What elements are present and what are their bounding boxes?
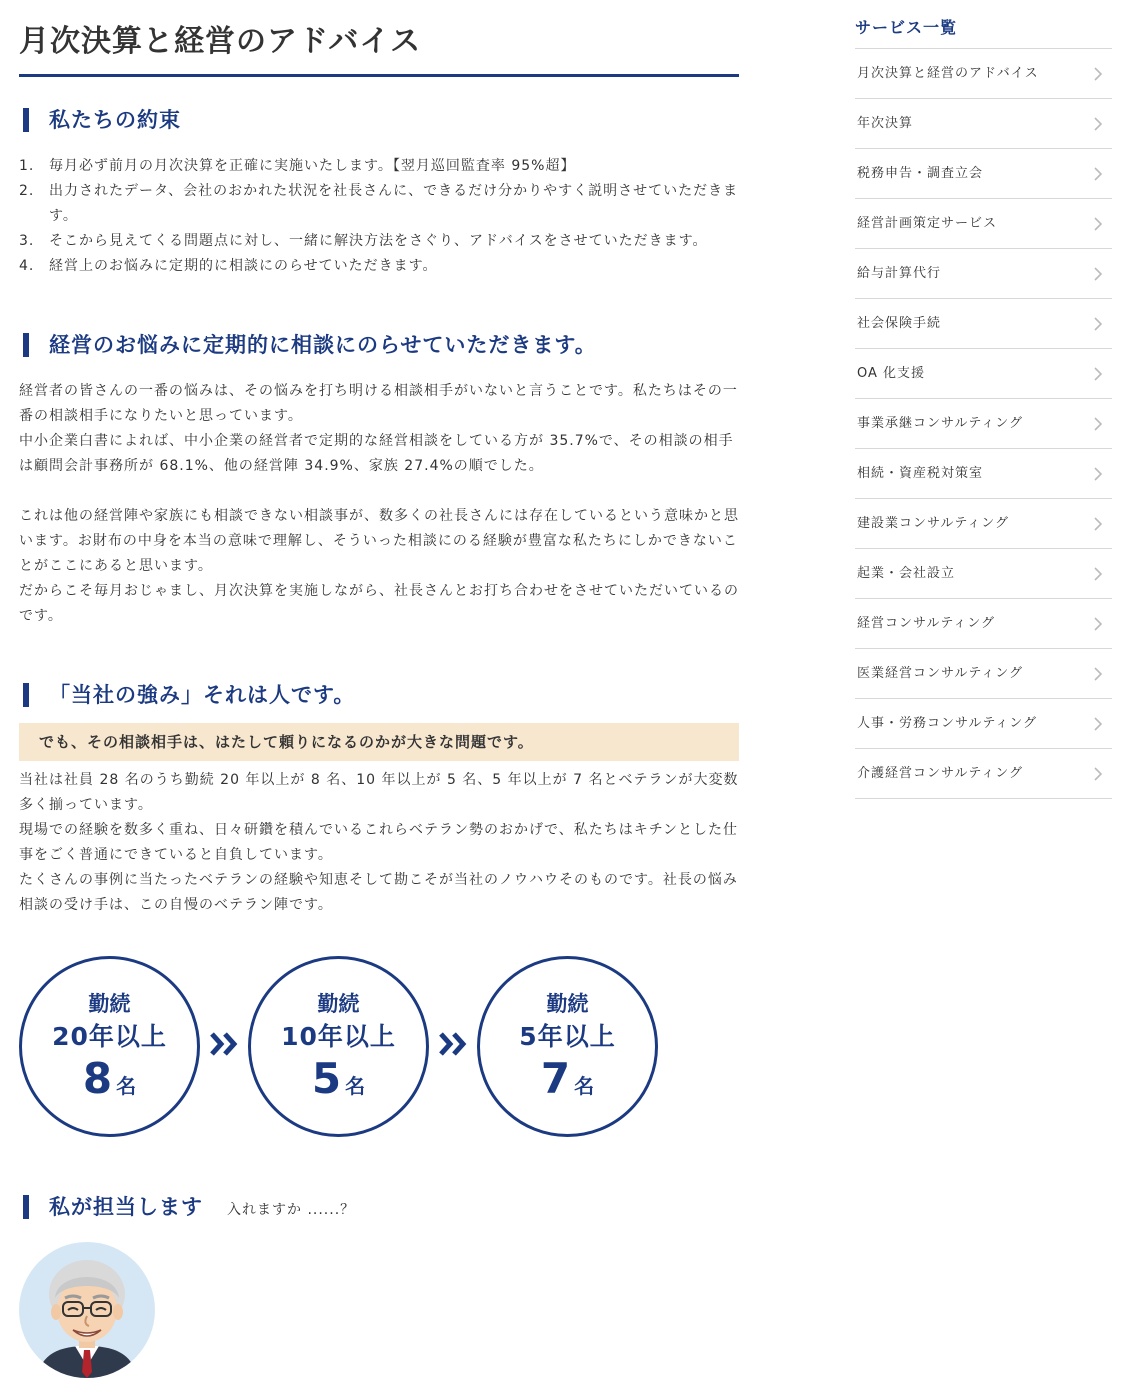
sidebar-item-business-plan[interactable]: 経営計画策定サービス (855, 199, 1112, 249)
sidebar-item-oa-support[interactable]: OA 化支援 (855, 349, 1112, 399)
sidebar-item-medical[interactable]: 医業経営コンサルティング (855, 649, 1112, 699)
sidebar-list (855, 49, 1112, 799)
chevron-right-icon (1094, 517, 1102, 531)
chevron-right-icon (1094, 267, 1102, 281)
section-heading-consult: 経営のお悩みに定期的に相談にのらせていただきます。 (19, 330, 739, 360)
chevron-right-icon (1094, 367, 1102, 381)
double-chevron-right-icon (438, 1030, 470, 1058)
tenure-circle-10: 勤続 10年以上 5 名 (248, 956, 429, 1137)
sidebar-item-social-insurance[interactable]: 社会保険手続 (855, 299, 1112, 349)
chevron-right-icon (1094, 767, 1102, 781)
chevron-right-icon (1094, 467, 1102, 481)
chevron-right-icon (1094, 617, 1102, 631)
sidebar-item-hr-labor[interactable]: 人事・労務コンサルティング (855, 699, 1112, 749)
chevron-right-icon (1094, 317, 1102, 331)
tenure-circles (19, 956, 739, 1138)
chevron-right-icon (1094, 67, 1102, 81)
section-heading-staff: 私が担当します 入れますか ......？ (19, 1192, 739, 1222)
sidebar-item-monthly-settlement[interactable]: 月次決算と経営のアドバイス (855, 49, 1112, 99)
list-item: 1. 毎月必ず前月の月次決算を正確に実施いたします。【翌月巡回監査率 95%超】 (19, 158, 576, 174)
list-item: 3. そこから見えてくる問題点に対し、一緒に解決方法をさぐり、アドバイスをさせていただきます。 (19, 233, 708, 249)
sidebar-title: サービス一覧 (855, 15, 1112, 49)
sidebar-item-inheritance[interactable]: 相続・資産税対策室 (855, 449, 1112, 499)
sidebar-item-management-consulting[interactable]: 経営コンサルティング (855, 599, 1112, 649)
chevron-right-icon (1094, 217, 1102, 231)
staff-avatar-illustration-icon (19, 1242, 155, 1378)
staff-note: 入れますか ......？ (227, 1202, 356, 1218)
sidebar-item-payroll[interactable]: 給与計算代行 (855, 249, 1112, 299)
section-heading-promise: 私たちの約束 (19, 105, 739, 135)
page-title: 月次決算と経営のアドバイス (19, 20, 739, 77)
chevron-right-icon (1094, 117, 1102, 131)
sidebar-item-construction[interactable]: 建設業コンサルティング (855, 499, 1112, 549)
promise-list (19, 154, 739, 279)
list-item: 2. 出力されたデータ、会社のおかれた状況を社長さんに、できるだけ分かりやすく説明させていただきます。 (19, 183, 739, 224)
staff-avatar (19, 1242, 155, 1378)
sidebar-item-succession[interactable]: 事業承継コンサルティング (855, 399, 1112, 449)
double-chevron-right-icon (209, 1030, 241, 1058)
chevron-right-icon (1094, 417, 1102, 431)
sidebar-item-startup[interactable]: 起業・会社設立 (855, 549, 1112, 599)
sidebar-item-annual-settlement[interactable]: 年次決算 (855, 99, 1112, 149)
sidebar-item-nursing-care[interactable]: 介護経営コンサルティング (855, 749, 1112, 799)
tenure-circle-5: 勤続 5年以上 7 名 (477, 956, 658, 1137)
highlight-box: でも、その相談相手は、はたして頼りになるのかが大きな問題です。 (19, 723, 739, 761)
list-item: 4. 経営上のお悩みに定期的に相談にのらせていただきます。 (19, 258, 438, 274)
chevron-right-icon (1094, 667, 1102, 681)
consult-paragraph-2: これは他の経営陣や家族にも相談できない相談事が、数多くの社長さんには存在しているという意味かと思います。お財布の中身を本当の意味で理解し、そういった相談にのる経験が豊富な私たちにしかできないことがここにあると思います。 だからこそ毎月おじゃまし、月次決算を実施しながら、社長さんとお打ち合わせをさせていただいているのです。 (19, 508, 739, 624)
consult-paragraph-1: 経営者の皆さんの一番の悩みは、その悩みを打ち明ける相談相手がいないと言うことです。私たちはその一番の相談相手になりたいと思っています。 中小企業白書によれば、中小企業の経営者で定期的な経営相談をしている方が 35.7%で、その相談の相手は顧問会計事務所が 68.1%、他の経営陣 34.9%、家族 27.4%の順でした。 (19, 383, 738, 474)
chevron-right-icon (1094, 567, 1102, 581)
sidebar-item-tax-filing[interactable]: 税務申告・調査立会 (855, 149, 1112, 199)
strength-paragraph: 当社は社員 28 名のうち勤続 20 年以上が 8 名、10 年以上が 5 名、5 年以上が 7 名とベテランが大変数多く揃っています。 現場での経験を数多く重ね、日々研鑽を積んでいるこれらベテラン勢のおかげで、私たちはキチンとした仕事をごく普通にできていると自負しています。 たくさんの事例に当たったベテランの経験や知恵そして勘こそが当社のノウハウそのものです。社長の悩み相談の受け手は、この自慢のベテラン陣です。 (19, 772, 739, 913)
chevron-right-icon (1094, 717, 1102, 731)
section-heading-strength: 「当社の強み」それは人です。 (19, 680, 739, 710)
tenure-circle-20: 勤続 20年以上 8 名 (19, 956, 200, 1137)
chevron-right-icon (1094, 167, 1102, 181)
